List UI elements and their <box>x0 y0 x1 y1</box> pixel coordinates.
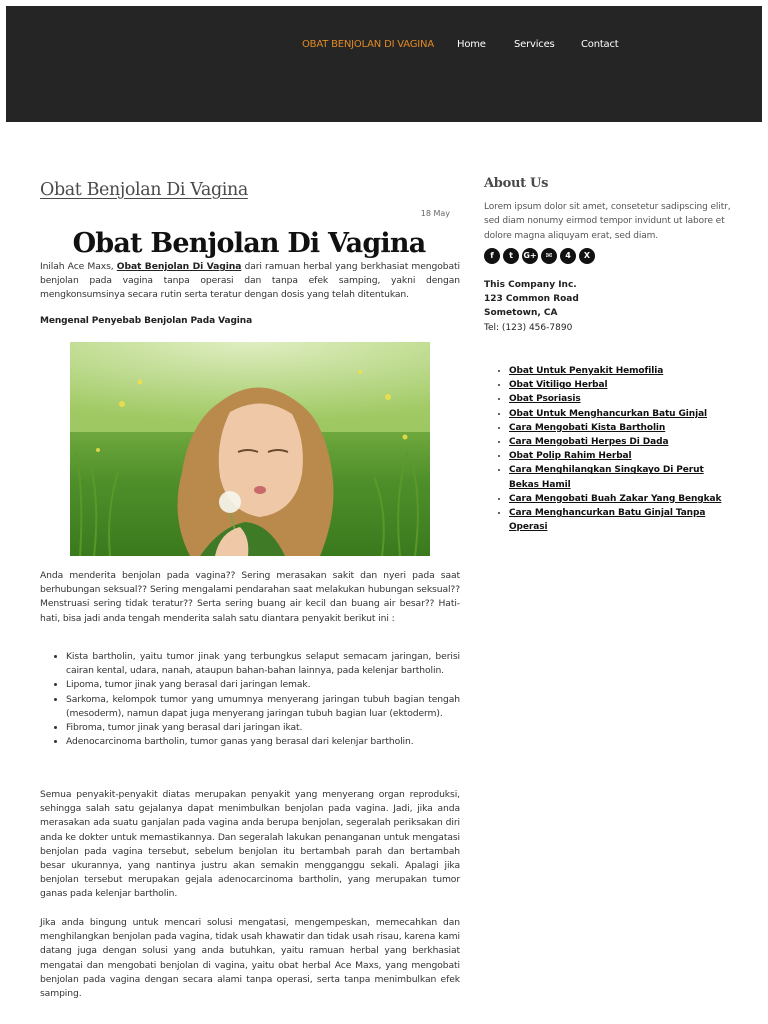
article-photo <box>70 342 430 556</box>
nav-item-obat-benjolan[interactable]: OBAT BENJOLAN DI VAGINA <box>302 39 434 50</box>
intro-paragraph <box>40 260 460 303</box>
sidebar-link[interactable]: Cara Mengobati Kista Bartholin <box>509 422 666 433</box>
list-item <box>509 463 734 491</box>
company-address <box>484 278 579 335</box>
post-heading: Obat Benjolan Di Vagina <box>72 228 426 259</box>
foursquare-icon[interactable]: 4 <box>560 248 576 264</box>
list-item: • Fibroma, tumor jinak yang berasal dari jaringan ikat. <box>66 721 460 735</box>
about-text: Lorem ipsum dolor sit amet, consetetur sadipscing elitr, sed diam nonumy eirmod tempor invidunt ut labore et dolore magna aliquyam erat, sed diam. <box>484 202 731 241</box>
sidebar-link[interactable]: Obat Vitiligo Herbal <box>509 380 608 391</box>
section-subheading: Mengenal Penyebab Benjolan Pada Vagina <box>40 316 253 326</box>
list-item: • Sarkoma, kelompok tumor yang umumnya menyerang jaringan tubuh bagian tengah (mesoderm), namun dapat juga menyerang jaringan tubuh bagian luar (ektoderm). <box>66 693 460 721</box>
intro-link[interactable]: Obat Benjolan Di Vagina <box>116 261 242 272</box>
sidebar-link[interactable]: Cara Menghilangkan Singkayo Di Perut Bekas Hamil <box>509 465 704 490</box>
main-nav <box>6 39 762 53</box>
list-item: • Lipoma, tumor jinak yang berasal dari jaringan lemak. <box>66 678 460 692</box>
paragraph-solution: Jika anda bingung untuk mencari solusi mengatasi, mengempeskan, memecahkan dan menghilangkan benjolan pada vagina, tidak usah khawatir dan tidak usah risau, karena kami datang juga dengan solusi yang anda butuhkan, yaitu ramuan herbal yang berkhasiat mengatai dan mengobati benjolan di vagina, yaitu obat herbal Ace Maxs, yang mengobati benjolan pada vagina dengan secara alami tanpa operasi, serta tanpa menimbulkan efek samping. <box>40 917 460 1000</box>
facebook-icon[interactable]: f <box>484 248 500 264</box>
company-tel: Tel: (123) 456-7890 <box>484 322 573 333</box>
nav-item-services[interactable]: Services <box>514 39 555 50</box>
list-item: • Adenocarcinoma bartholin, tumor ganas yang berasal dari kelenjar bartholin. <box>66 735 460 749</box>
post-date: 18 May <box>420 209 450 218</box>
twitter-icon[interactable]: t <box>503 248 519 264</box>
list-item <box>509 392 734 406</box>
list-item <box>509 421 734 435</box>
company-street: 123 Common Road <box>484 294 579 305</box>
list-item <box>509 364 734 378</box>
nav-item-contact[interactable]: Contact <box>581 39 619 50</box>
company-city: Sometown, CA <box>484 308 558 319</box>
paragraph-symptoms: Anda menderita benjolan pada vagina?? Sering merasakan sakit dan nyeri pada saat berhubungan seksual?? Sering mengalami pendarahan saat melakukan hubungan seksual?? Menstruasi sering tidak teratur?? Serta sering buang air kecil dan buang air besar?? Hati-hati, bisa jadi anda tengah menderita salah satu diantara penyakit berikut ini : <box>40 570 460 624</box>
sidebar-link[interactable]: Obat Psoriasis <box>509 394 581 405</box>
disease-list <box>40 650 460 749</box>
mail-icon[interactable]: ✉ <box>541 248 557 264</box>
list-item: • Kista bartholin, yaitu tumor jinak yang terbungkus selaput semacam jaringan, berisi cairan kental, udara, nanah, ataupun bahan-bahan lainnya, pada kelenjar bartholin. <box>66 650 460 678</box>
sidebar-link[interactable]: Obat Polip Rahim Herbal <box>509 451 632 462</box>
company-name: This Company Inc. <box>484 280 577 290</box>
list-item <box>509 378 734 392</box>
sidebar-link[interactable]: Cara Mengobati Buah Zakar Yang Bengkak <box>509 493 722 504</box>
sidebar-link-list <box>484 364 734 534</box>
header-bar <box>6 6 762 122</box>
list-item <box>509 435 734 449</box>
paragraph-explanation: Semua penyakit-penyakit diatas merupakan penyakit yang menyerang organ reproduksi, sehingga salah satu gejalanya dapat menimbulkan benjolan pada vagina. Jadi, jika anda merasakan ada suatu ganjalan pada vagina anda berupa benjolan, segeralah periksakan diri anda ke dokter untuk memastikannya. Dan segeralah lakukan penanganan untuk mengatasi benjolan pada vagina tersebut, sebelum benjolan itu bertambah parah dan bertambah besar ukurannya, yang nantinya justru akan semakin mengganggu sekali. Apalagi jika benjolan tersebut merupakan gejala adenocarcinoma bartholin, yang merupakan tumor ganas pada kelenjar bartholin. <box>40 789 460 900</box>
social-links <box>484 248 598 264</box>
list-item <box>509 506 734 534</box>
sidebar-link[interactable]: Obat Untuk Penyakit Hemofilia <box>509 366 664 376</box>
woman-in-grass-image <box>70 342 430 556</box>
sidebar-link[interactable]: Obat Untuk Menghancurkan Batu Ginjal <box>509 408 708 419</box>
xing-icon[interactable]: X <box>579 248 595 264</box>
list-item <box>509 407 734 421</box>
intro-text-after: dari ramuan herbal yang berkhasiat mengobati benjolan pada vagina tanpa operasi dan tanpa efek samping, yakni dengan mengkonsumsinya secara rutin serta teratur dengan dosis yang telah ditentukan. <box>40 261 460 301</box>
list-item <box>509 449 734 463</box>
sidebar-link[interactable]: Cara Menghancurkan Batu Ginjal Tanpa Operasi <box>509 508 706 533</box>
sidebar-link[interactable]: Cara Mengobati Herpes Di Dada <box>509 437 669 448</box>
list-item <box>509 492 734 506</box>
intro-text-before: Inilah Ace Maxs, <box>40 261 117 272</box>
google-plus-icon[interactable]: G+ <box>522 248 538 264</box>
nav-item-home[interactable]: Home <box>457 39 486 50</box>
post-title-link[interactable]: Obat Benjolan Di Vagina <box>40 180 248 200</box>
about-heading: About Us <box>484 176 549 191</box>
